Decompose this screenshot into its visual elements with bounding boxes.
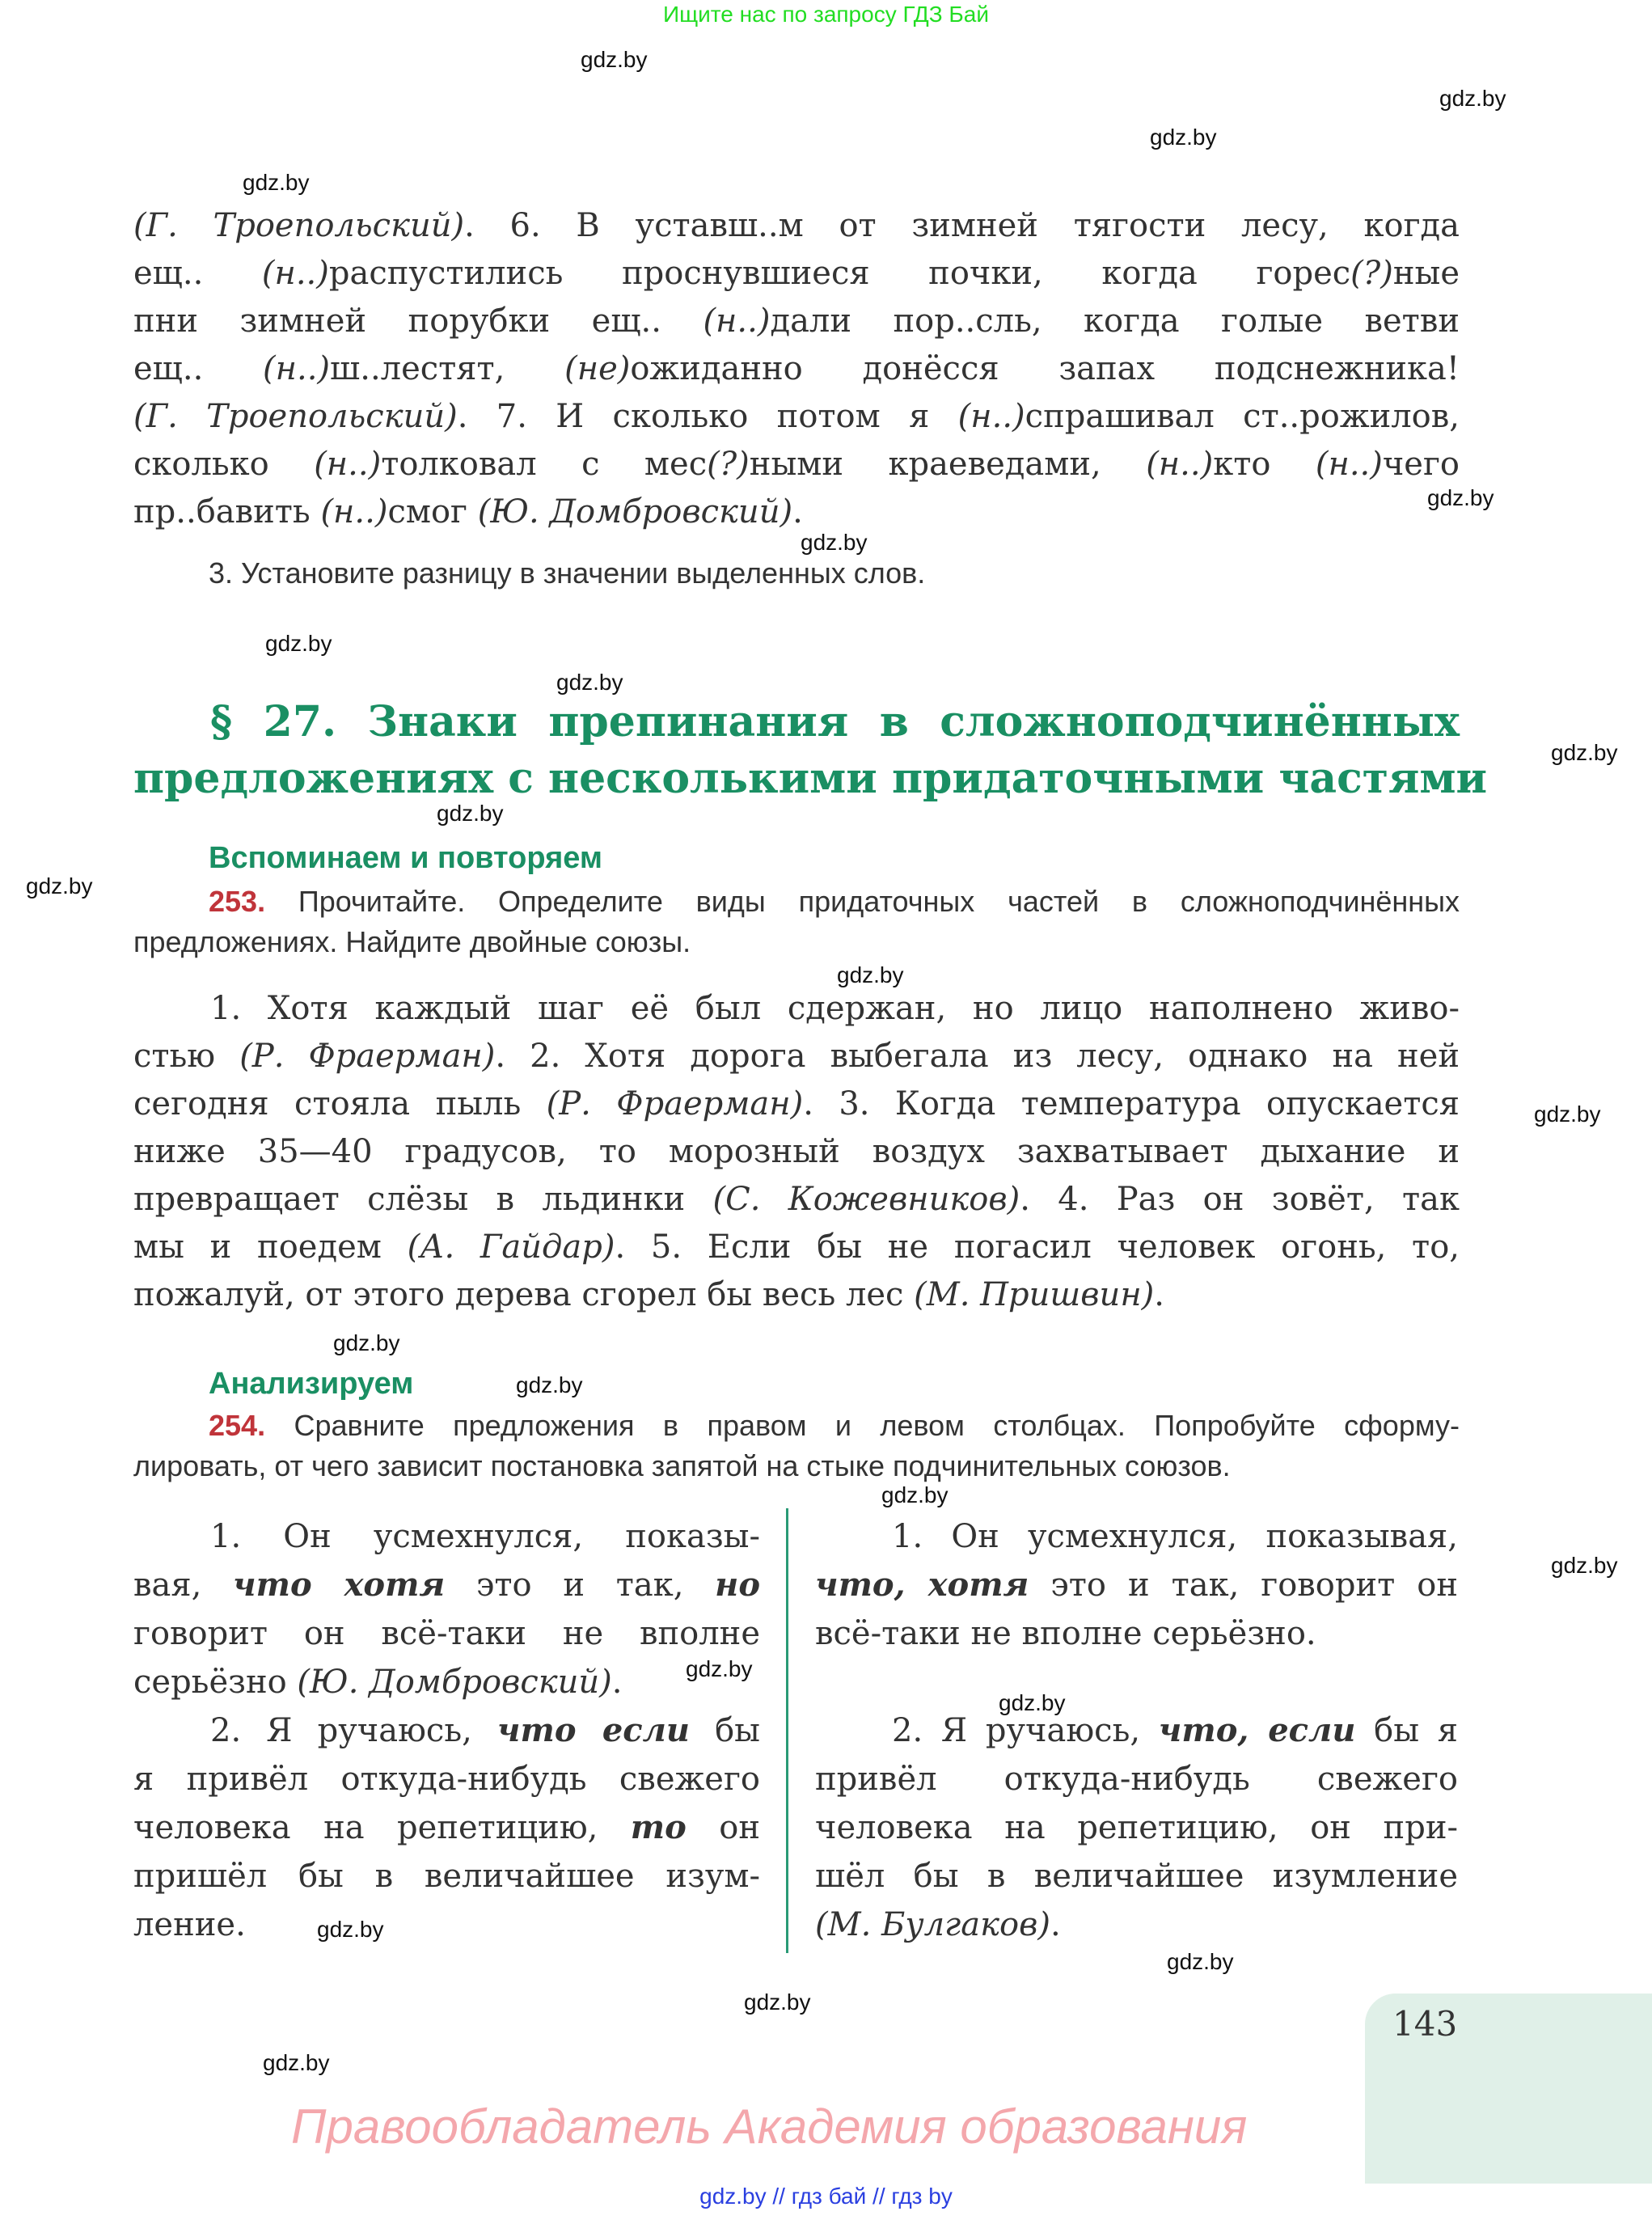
text-line: (Г. Троепольский). 7. И сколько потом я (н..)спрашивал ст..рожилов, — [133, 398, 1460, 435]
task-number: 254. — [209, 1409, 266, 1442]
watermark-text: gdz.by — [686, 1656, 753, 1681]
watermark-text: gdz.by — [333, 1330, 400, 1355]
task-line: 253. Прочитайте. Определите виды придаточных частей в сложноподчинённых — [133, 882, 1460, 922]
task-line: 254. Сравните предложения в правом и левом столбцах. Попробуйте сформу- — [133, 1406, 1460, 1446]
subheading-analyze: Анализируем — [209, 1367, 414, 1401]
text-line: ещ.. (н..)ш..лестят, (не)ожиданно донёсся запах подснежника! — [133, 350, 1460, 387]
watermark-text: gdz.by — [437, 801, 504, 826]
task-line: лировать, от чего зависит постановка запятой на стыке подчинительных союзов. — [133, 1449, 1231, 1482]
watermark-text: gdz.by — [1551, 740, 1618, 765]
watermark-text: gdz.by — [1150, 125, 1217, 150]
text-line: сегодня стояла пыль (Р. Фраерман). 3. Когда температура опускается — [133, 1085, 1460, 1123]
text-line: превращает слёзы в льдинки (С. Кожевников). 4. Раз он зовёт, так — [133, 1181, 1460, 1218]
watermark-text: gdz.by — [317, 1917, 384, 1942]
watermark-text: gdz.by — [516, 1372, 583, 1397]
watermark-text: gdz.by — [1427, 485, 1494, 510]
text-line: 1. Хотя каждый шаг её был сдержан, но лицо наполнено живо- — [210, 990, 1460, 1027]
watermark-text: gdz.by — [837, 962, 904, 987]
task-number: 253. — [209, 885, 266, 918]
left-column — [133, 1512, 760, 1949]
rights-holder-notice: Правообладатель Академия образования — [291, 2099, 1248, 2154]
watermark-text: gdz.by — [881, 1482, 949, 1507]
watermark-text: gdz.by — [1551, 1553, 1618, 1578]
text-line: ниже 35—40 градусов, то морозный воздух захватывает дыхание и — [133, 1133, 1460, 1170]
right-example-2: 2. Я ручаюсь, что, если бы я привёл откуда-нибудь свежего человека на репетицию, он при- шёл бы в величайшее изумление (М. Булгаков). — [815, 1711, 1458, 1943]
task-253 — [133, 882, 1460, 962]
right-example-1: 1. Он усмехнулся, показывая, что, хотя это и так, говорит он всё-таки не вполне серьёзно. — [815, 1518, 1458, 1652]
watermark-text: gdz.by — [581, 47, 648, 72]
task-line: предложениях. Найдите двойные союзы. — [133, 925, 691, 958]
exercise-continuation — [133, 202, 1460, 536]
watermark-text: gdz.by — [1439, 86, 1506, 111]
watermark-text: gdz.by — [243, 170, 310, 195]
search-banner[interactable]: Ищите нас по запросу ГДЗ Бай — [662, 2, 990, 27]
watermark-text: gdz.by — [556, 670, 623, 695]
page-number: 143 — [1392, 2004, 1458, 2044]
footer-links[interactable]: gdz.by // гдз бай // гдз by — [699, 2184, 953, 2209]
text-line: стью (Р. Фраерман). 2. Хотя дорога выбегала из лесу, однако на ней — [133, 1038, 1460, 1075]
text-line: пр..бавить (н..)смог (Ю. Домбровский). — [133, 493, 803, 531]
exercise-253-text — [133, 985, 1460, 1319]
right-column — [815, 1512, 1458, 1949]
text-line: сколько (н..)толковал с мес(?)ными краеведами, (н..)кто (н..)чего — [133, 446, 1460, 483]
left-example-1: 1. Он усмехнулся, показы- вая, что хотя это и так, но говорит он всё-таки не вполне серьёзно (Ю. Домбровский). — [133, 1518, 761, 1701]
heading-line: § 27. Знаки препинания в сложноподчинённых — [210, 697, 1460, 746]
task-note: 3. Установите разницу в значении выделенных слов. — [209, 556, 926, 590]
task-254 — [133, 1406, 1460, 1486]
text-line: (Г. Троепольский). 6. В уставш..м от зимней тягости лесу, когда — [133, 207, 1460, 244]
subheading-remember: Вспоминаем и повторяем — [209, 841, 602, 875]
left-example-2: 2. Я ручаюсь, что если бы я привёл откуда-нибудь свежего человека на репетицию, то он пришёл бы в величайшее изум- ление. — [133, 1711, 761, 1943]
text-line: мы и поедем (А. Гайдар). 5. Если бы не погасил человек огонь, то, — [133, 1228, 1460, 1266]
watermark-text: gdz.by — [1167, 1949, 1234, 1974]
column-separator — [786, 1508, 788, 1953]
watermark-text: gdz.by — [999, 1690, 1066, 1715]
watermark-text: gdz.by — [801, 530, 868, 555]
text-line: пожалуй, от этого дерева сгорел бы весь лес (М. Пришвин). — [133, 1276, 1164, 1313]
text-line: пни зимней порубки ещ.. (н..)дали пор..сль, когда голые ветви — [133, 302, 1460, 340]
section-heading — [133, 694, 1488, 807]
watermark-text: gdz.by — [265, 631, 332, 656]
watermark-text: gdz.by — [26, 873, 93, 898]
text-line: ещ.. (н..)распустились проснувшиеся почки, когда горес(?)ные — [133, 255, 1460, 292]
watermark-text: gdz.by — [1534, 1101, 1601, 1127]
heading-line: предложениях с несколькими придаточными частями — [133, 754, 1488, 803]
watermark-text: gdz.by — [744, 1989, 811, 2015]
watermark-text: gdz.by — [263, 2050, 330, 2075]
